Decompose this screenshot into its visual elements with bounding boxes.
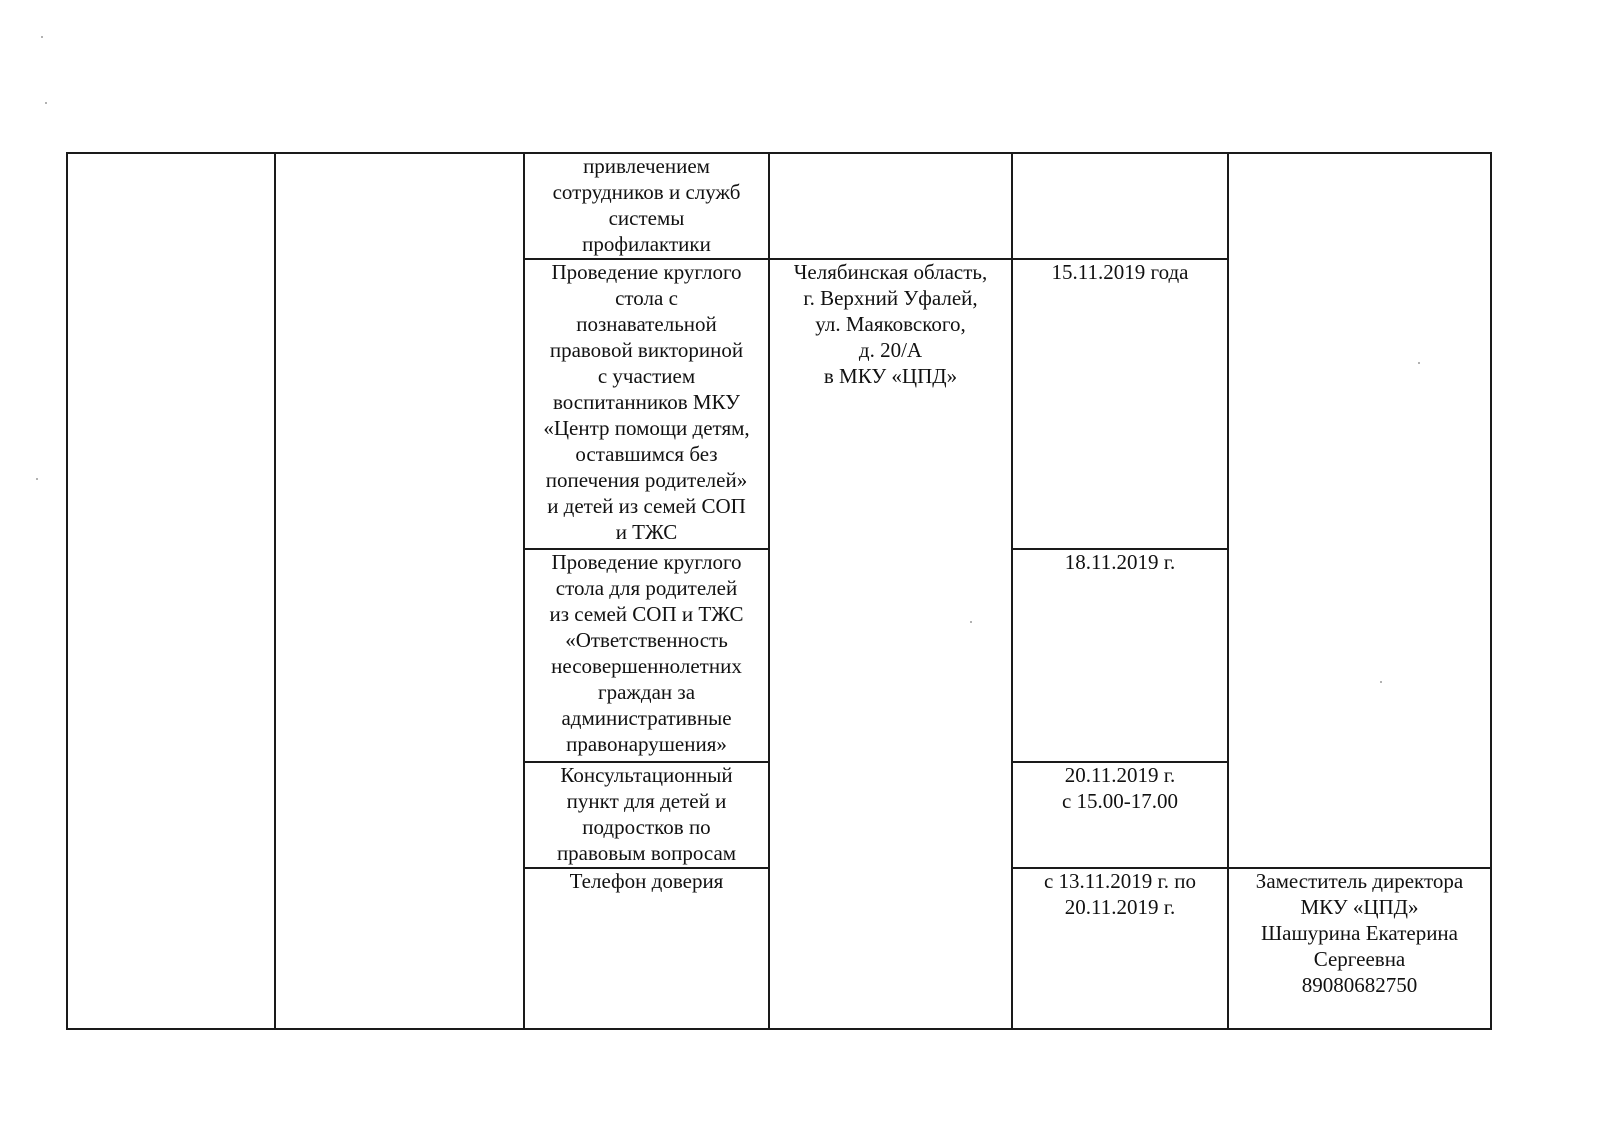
table-border-bottom <box>66 1028 1492 1030</box>
row-5-event-text: Телефон доверия <box>569 869 724 893</box>
scan-speck <box>41 36 43 38</box>
scan-speck <box>45 102 47 104</box>
scan-speck <box>970 621 972 623</box>
table-border-top <box>66 152 1492 154</box>
table-border-left <box>66 152 68 1030</box>
row-4-date-text: 20.11.2019 г. с 15.00-17.00 <box>1061 763 1179 813</box>
row-2-place-text: Челябинская область, г. Верхний Уфалей, ул. Маяковского, д. 20/А в МКУ «ЦПД» <box>793 260 988 388</box>
row-4-event-text: Консультационный пункт для детей и подростков по правовым вопросам <box>556 763 737 865</box>
scan-speck <box>36 478 38 480</box>
row-5-date-text: с 13.11.2019 г. по 20.11.2019 г. <box>1043 869 1197 919</box>
row-5-responsible-text: Заместитель директора МКУ «ЦПД» Шашурина Екатерина Сергеевна 89080682750 <box>1255 869 1464 997</box>
column-divider-1 <box>274 152 276 1030</box>
row-3-date-text: 18.11.2019 г. <box>1064 550 1176 574</box>
row-2-date-text: 15.11.2019 года <box>1051 260 1189 284</box>
scan-speck <box>1380 681 1382 683</box>
row-1-event-text: привлечением сотрудников и служб системы профилактики <box>552 154 741 256</box>
table-border-right <box>1490 152 1492 1030</box>
row-3-event-text: Проведение круглого стола для родителей из семей СОП и ТЖС «Ответственность несовершеннолетних граждан за административные правонарушения» <box>549 550 744 756</box>
scan-speck <box>1418 362 1420 364</box>
row-2-event-text: Проведение круглого стола с познавательной правовой викториной с участием воспитанников МКУ «Центр помощи детям, оставшимся без попечения родителей» и детей из семей СОП и ТЖС <box>543 260 750 544</box>
